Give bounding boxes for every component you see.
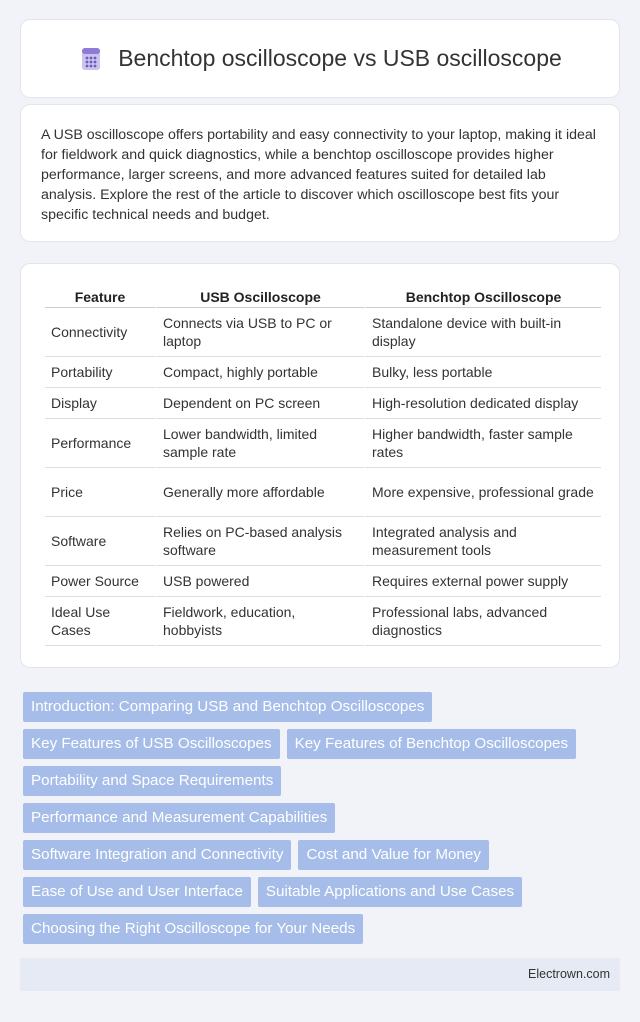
intro-card (20, 104, 620, 242)
table-cell: Relies on PC-based analysis software (155, 517, 364, 566)
table-cell: Ideal Use Cases (45, 597, 155, 646)
table-cell: Generally more affordable (155, 468, 364, 517)
table-row (45, 517, 601, 566)
table-cell: Dependent on PC screen (155, 388, 364, 419)
table-cell: Higher bandwidth, faster sample rates (364, 419, 601, 468)
table-cell: Software (45, 517, 155, 566)
page-title: Benchtop oscilloscope vs USB oscilloscope (118, 45, 562, 71)
topic-tags (23, 692, 603, 951)
column-header: Benchtop Oscilloscope (364, 283, 601, 308)
table-row (45, 388, 601, 419)
table-row (45, 308, 601, 357)
tag-link[interactable]: Choosing the Right Oscilloscope for Your Needs (23, 914, 363, 944)
footer-site-name: Electrown.com (528, 967, 610, 981)
tag-link[interactable]: Ease of Use and User Interface (23, 877, 251, 907)
table-cell: Professional labs, advanced diagnostics (364, 597, 601, 646)
comparison-table (45, 283, 601, 646)
table-cell: Power Source (45, 566, 155, 597)
tag-link[interactable]: Portability and Space Requirements (23, 766, 281, 796)
table-cell: Portability (45, 357, 155, 388)
table-cell: More expensive, professional grade (364, 468, 601, 517)
table-cell: Connectivity (45, 308, 155, 357)
table-row (45, 468, 601, 517)
table-cell: Price (45, 468, 155, 517)
tag-link[interactable]: Cost and Value for Money (298, 840, 488, 870)
table-cell: Fieldwork, education, hobbyists (155, 597, 364, 646)
table-row (45, 566, 601, 597)
table-row (45, 357, 601, 388)
tag-link[interactable]: Key Features of Benchtop Oscilloscopes (287, 729, 577, 759)
table-cell: Display (45, 388, 155, 419)
table-cell: Requires external power supply (364, 566, 601, 597)
table-cell: Lower bandwidth, limited sample rate (155, 419, 364, 468)
footer (20, 958, 620, 991)
tag-link[interactable]: Software Integration and Connectivity (23, 840, 291, 870)
column-header: Feature (45, 283, 155, 308)
table-cell: Connects via USB to PC or laptop (155, 308, 364, 357)
calculator-icon (78, 46, 104, 72)
column-header: USB Oscilloscope (155, 283, 364, 308)
table-cell: High-resolution dedicated display (364, 388, 601, 419)
tag-link[interactable]: Suitable Applications and Use Cases (258, 877, 522, 907)
table-row (45, 597, 601, 646)
table-cell: Bulky, less portable (364, 357, 601, 388)
comparison-table-card (20, 263, 620, 668)
tag-link[interactable]: Key Features of USB Oscilloscopes (23, 729, 280, 759)
tag-link[interactable]: Performance and Measurement Capabilities (23, 803, 335, 833)
table-cell: Compact, highly portable (155, 357, 364, 388)
tag-link[interactable]: Introduction: Comparing USB and Benchtop Oscilloscopes (23, 692, 432, 722)
table-cell: Standalone device with built-in display (364, 308, 601, 357)
title-card (20, 19, 620, 98)
table-cell: Performance (45, 419, 155, 468)
intro-text: A USB oscilloscope offers portability and easy connectivity to your laptop, making it ideal for fieldwork and quick diagnostics, while a benchtop oscilloscope provides higher performance, larger screens, and more advanced features suited for detailed lab analysis. Explore the rest of the article to discover which oscilloscope best fits your specific technical needs and budget. (41, 127, 596, 223)
table-cell: USB powered (155, 566, 364, 597)
table-cell: Integrated analysis and measurement tools (364, 517, 601, 566)
table-header-row (45, 283, 601, 308)
table-row (45, 419, 601, 468)
